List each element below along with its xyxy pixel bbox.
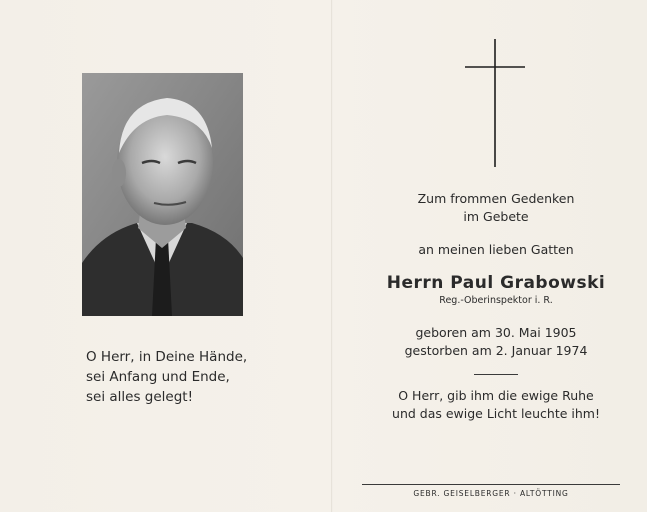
left-verse [86, 347, 286, 407]
deceased-title: Reg.-Oberinspektor i. R. [439, 295, 553, 306]
prayer-line: und das ewige Licht leuchte ihm! [392, 406, 600, 421]
divider [474, 374, 518, 375]
printer-imprint: GEBR. GEISELBERGER · ALTÖTTING [413, 489, 569, 498]
birth-date: geboren am 30. Mai 1905 [415, 325, 577, 340]
dedication: an meinen lieben Gatten [418, 242, 574, 257]
verse-line: sei Anfang und Ende, [86, 369, 230, 385]
intro-line: Zum frommen Gedenken [417, 191, 575, 206]
cross-icon [462, 37, 528, 169]
intro-line: im Gebete [463, 209, 529, 224]
verse-line: sei alles gelegt! [86, 389, 193, 405]
right-panel [350, 190, 642, 423]
life-dates [350, 324, 642, 360]
prayer-line: O Herr, gib ihm die ewige Ruhe [398, 388, 594, 403]
card-fold [331, 0, 333, 512]
printer-divider [362, 484, 620, 485]
death-date: gestorben am 2. Januar 1974 [404, 343, 588, 358]
verse-line: O Herr, in Deine Hände, [86, 349, 248, 365]
deceased-name: Herrn Paul Grabowski [386, 273, 606, 293]
portrait-photo [82, 73, 243, 316]
